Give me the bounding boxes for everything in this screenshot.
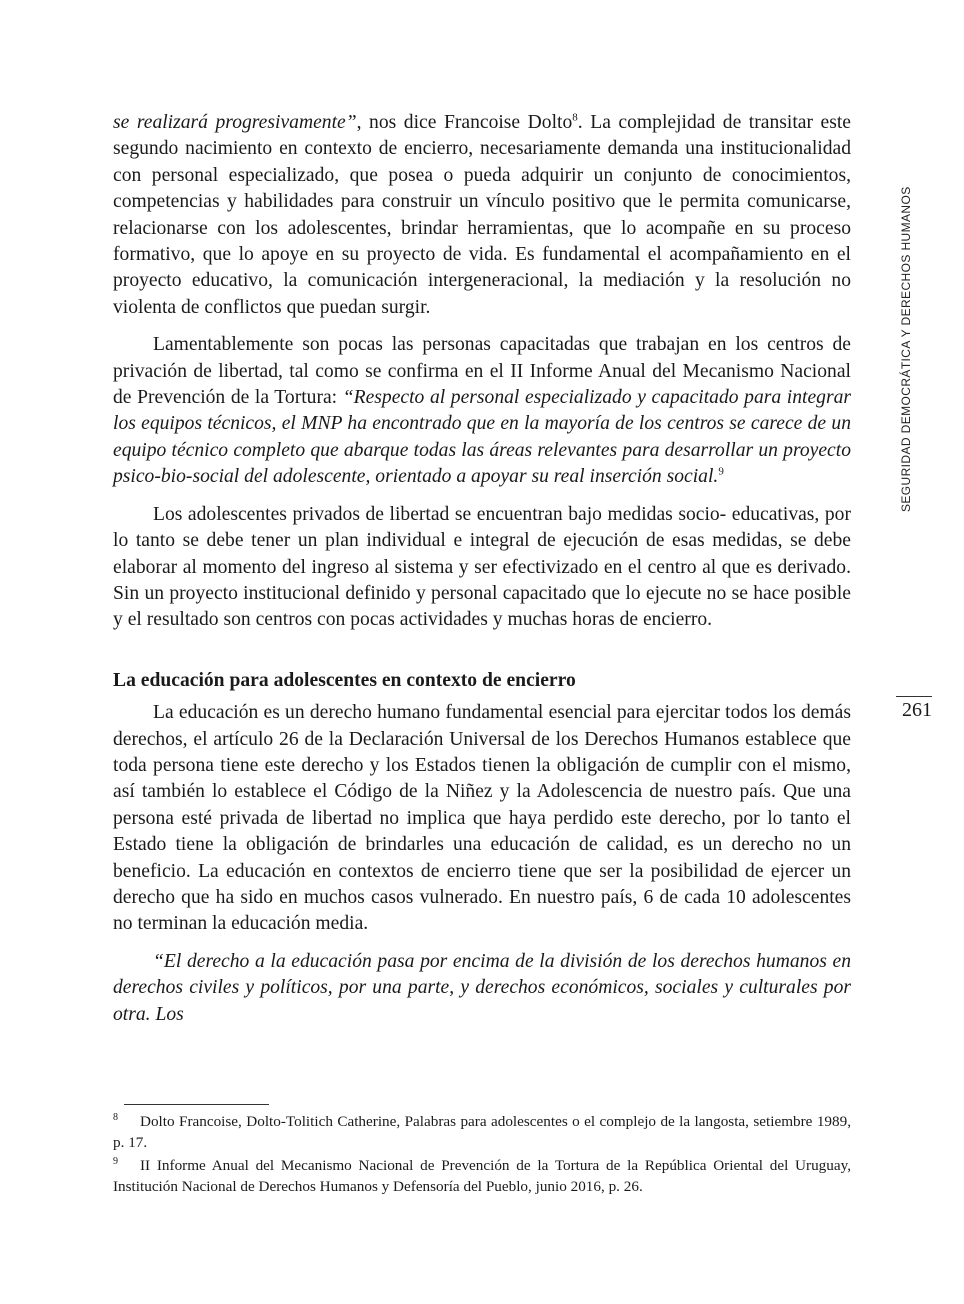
footnote-ref-9[interactable]: 9: [718, 465, 724, 478]
body-text: [113, 110, 851, 1028]
footnote-8: [113, 1111, 851, 1153]
paragraph-4: La educación es un derecho humano fundamental esencial para ejercitar todos los demás derechos, el artículo 26 de la Declaración Universal de los Derechos Humanos establece que toda persona tiene este derecho y los Estados tienen la obligación de cumplir con el mismo, así también lo establece el Código de la Niñez y la Adolescencia de nuestro país. Que una persona esté privada de libertad no implica que haya perdido este derecho, por lo tanto el Estado tiene la obligación de brindarles una educación de calidad, es un derecho no un beneficio. La educación en contextos de encierro tiene que ser la posibilidad de ejercer un derecho que ha sido en muchos casos vulnerado. En nuestro país, 6 de cada 10 adolescentes no terminan la educación media.: [113, 702, 851, 935]
footnote-number: 9: [113, 1155, 118, 1167]
paragraph-2: [113, 332, 851, 490]
footnote-text: Dolto Francoise, Dolto-Tolitich Catherine, Palabras para adolescentes o el complejo de la langosta, setiembre 1989, p. 17.: [113, 1113, 851, 1151]
paragraph-2-text: Lamentablemente son pocas las personas capacitadas que trabajan en los centros de privación de libertad, tal como se confirma en el II Informe Anual del Mecanismo Nacional de Prevención de la Tortura:: [113, 334, 851, 409]
page-number: 261: [896, 696, 932, 722]
paragraph-1-text-b: . La complejidad de transitar este segundo nacimiento en contexto de encierro, necesariamente demanda una institucionalidad con personal especializado, que posea o pueda adquirir un conjunto de conocimientos, competencias y habilidades para construir un vínculo positivo que le permita comunicarse, relacionarse con los adolescentes, brindar herramientas, que lo acompañe en su proceso formativo, que lo apoye en su proyecto de vida. Es fundamental el acompañamiento en el proyecto educativo, la comunicación intergeneracional, la mediación y la resolución no violenta de conflictos que puedan surgir.: [113, 112, 851, 318]
paragraph-5: [113, 949, 851, 1028]
paragraph-3: Los adolescentes privados de libertad se encuentran bajo medidas socio- educativas, por lo tanto se debe tener un plan individual e integral de ejecución de esas medidas, se debe elaborar al momento del ingreso al sistema y ser efectivizado en el centro al que es derivado. Sin un proyecto institucional definido y personal capacitado que lo ejecute no se hace posible y el resultado son centros con pocas actividades y muchas horas de encierro.: [113, 503, 851, 631]
footnote-number: 8: [113, 1111, 118, 1123]
footnote-ref-8[interactable]: 8: [572, 111, 578, 124]
paragraph-2-quote: “Respecto al personal especializado y capacitado para integrar los equipos técnicos, el MNP ha encontrado que en la mayoría de los centros se carece de un equipo técnico completo que abarque todas las áreas relevantes para desarrollar un proyecto psico-bio-social del adolescente, orientado a apoyar su real inserción social.: [113, 387, 851, 488]
paragraph-1: [113, 110, 851, 321]
paragraph-1-text-a: , nos dice Francoise Dolto: [356, 112, 573, 133]
running-header-vertical: [888, 120, 928, 520]
footnote-text: II Informe Anual del Mecanismo Nacional de Prevención de la Tortura de la República Oriental del Uruguay, Institución Nacional de Derechos Humanos y Defensoría del Pueblo, junio 2016, p. 26.: [113, 1157, 851, 1195]
italic-lead: se realizará progresivamente”: [113, 112, 357, 133]
section-heading: La educación para adolescentes en contexto de encierro: [113, 669, 576, 691]
footnote-9: [113, 1155, 851, 1197]
paragraph-5-quote: “El derecho a la educación pasa por encima de la división de los derechos humanos en derechos civiles y políticos, por una parte, y derechos económicos, sociales y culturales por otra. Los: [113, 950, 851, 1025]
footnote-rule: [124, 1104, 269, 1105]
section-title: SEGURIDAD DEMOCRÁTICA Y DERECHOS HUMANOS: [899, 186, 913, 512]
